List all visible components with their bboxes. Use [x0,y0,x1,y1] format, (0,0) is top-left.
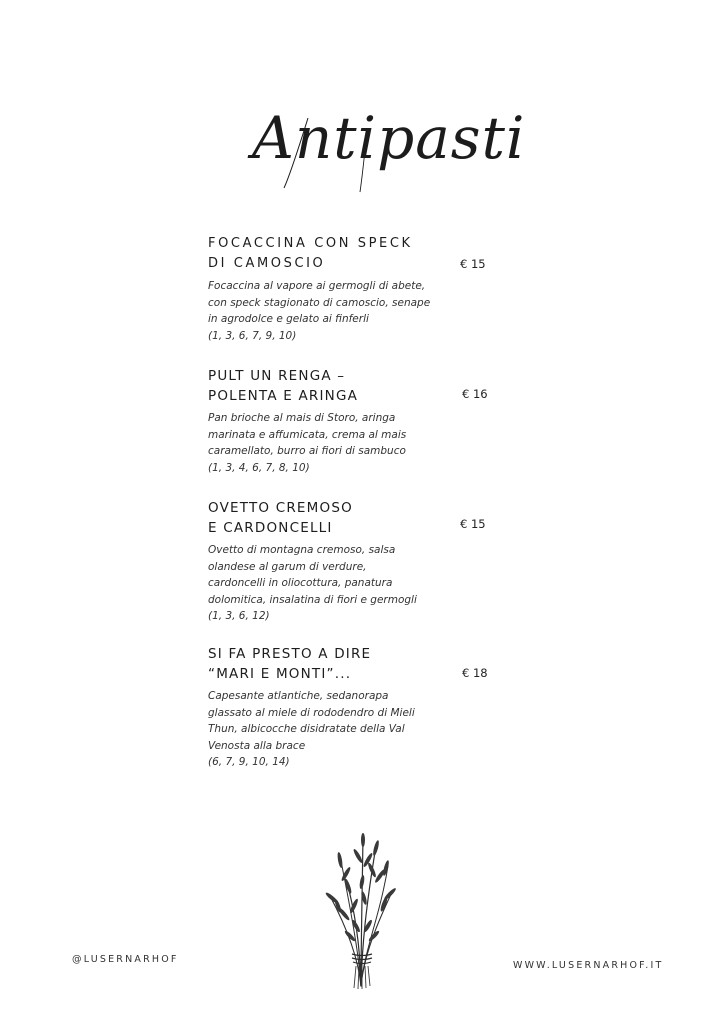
item-price: € 18 [462,666,488,680]
item-name-line: POLENTA E ARINGA [208,388,359,404]
item-description-line: Ovetto di montagna cremoso, salsa [208,544,396,556]
item-name-line: OVETTO CREMOSO [208,500,353,516]
item-description [208,542,468,625]
item-description-line: Focaccina al vapore ai germogli di abete, [208,280,426,292]
item-description-line: caramellato, burro ai fiori di sambuco [208,445,406,457]
item-description [208,688,468,771]
menu-item [208,644,498,771]
item-name-line: E CARDONCELLI [208,520,333,536]
item-description-line: dolomitica, insalatina di fiori e germogli [208,593,417,606]
item-description-line: Pan brioche al mais di Storo, aringa [208,412,396,424]
item-price: € 15 [460,517,486,531]
item-name-line: SI FA PRESTO A DIRE [208,646,372,662]
item-name-line: DI CAMOSCIO [208,256,326,271]
page-title [248,100,526,196]
item-price: € 16 [462,387,488,401]
rosemary-bundle-illustration [318,826,404,992]
item-name-line: FOCACCINA CON SPECK [208,236,413,251]
item-description-line: glassato al miele di rododendro di Mieli [208,706,415,719]
item-allergens: (1, 3, 4, 6, 7, 8, 10) [208,461,310,474]
item-allergens: (6, 7, 9, 10, 14) [208,756,290,768]
item-name-line: PULT UN RENGA – [208,368,346,384]
item-description [208,410,468,476]
item-description-line: Venosta alla brace [208,739,306,752]
menu-item [208,366,498,476]
menu-item [208,234,498,344]
item-description-line: Thun, albicocche disidratate della Val [208,723,405,735]
website-link[interactable]: WWW.LUSERNARHOF.IT [513,960,664,971]
item-description-line: cardoncelli in oliocottura, panatura [208,577,393,589]
menu-item [208,498,498,625]
item-description-line: olandese al garum di verdure, [208,560,367,573]
page-title-text: Antipasti [252,104,526,172]
instagram-handle: @LUSERNARHOF [72,954,179,965]
item-description-line: Capesante atlantiche, sedanorapa [208,690,389,702]
item-description-line: marinata e affumicata, crema al mais [208,428,407,441]
item-name-line: “MARI E MONTI”... [208,666,352,682]
item-price: € 15 [460,257,486,271]
item-allergens: (1, 3, 6, 12) [208,610,270,622]
item-allergens: (1, 3, 6, 7, 9, 10) [208,329,297,342]
item-description-line: in agrodolce e gelato ai finferli [208,313,369,325]
item-description [208,278,468,344]
item-description-line: con speck stagionato di camoscio, senape [208,296,431,309]
